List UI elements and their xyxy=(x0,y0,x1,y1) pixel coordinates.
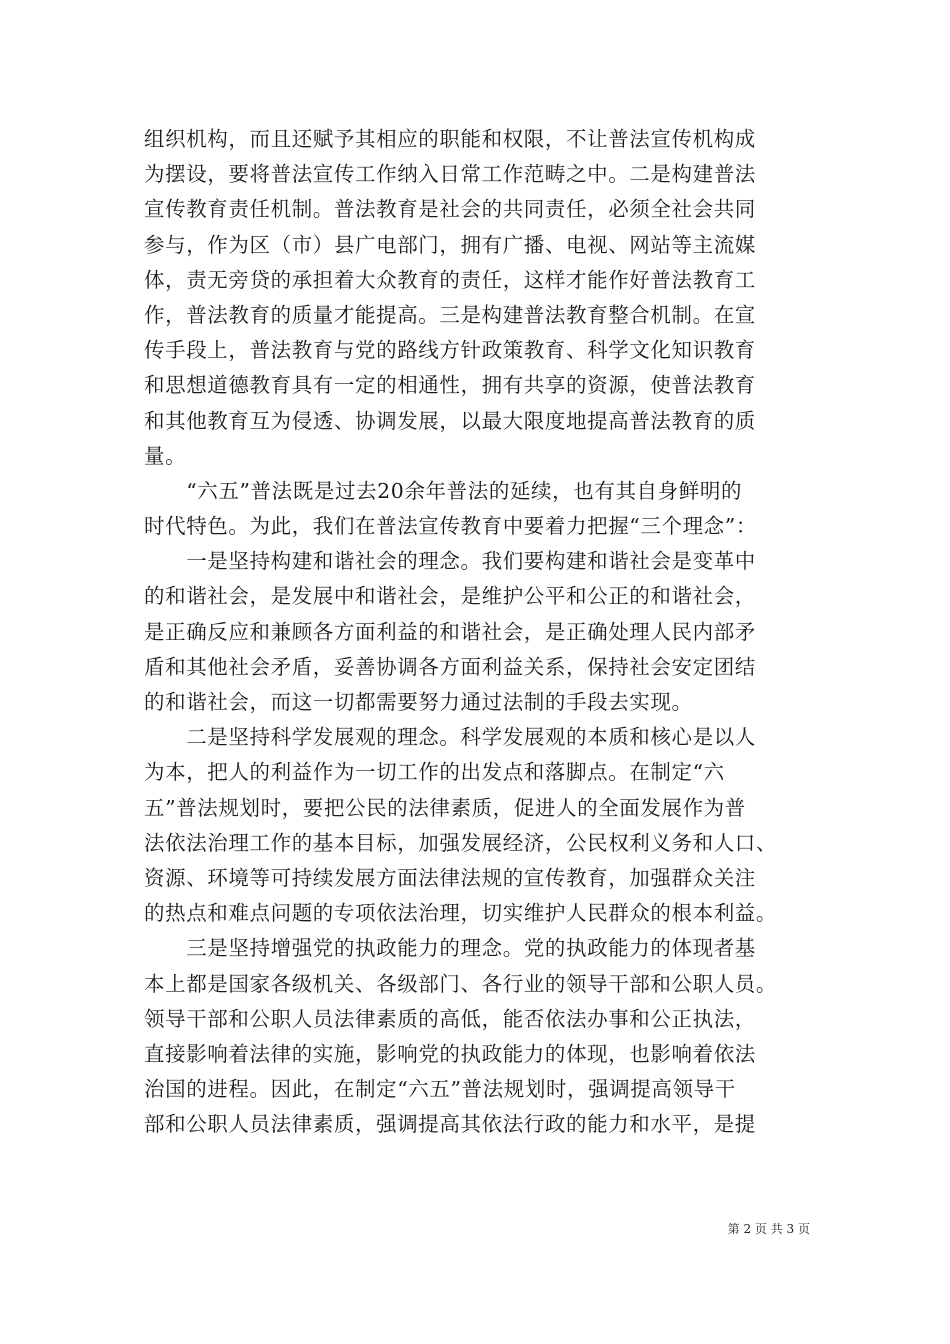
text-line: 的和谐社会，是发展中和谐社会，是维护公平和公正的和谐社会， xyxy=(144,584,756,609)
text-line: 直接影响着法律的实施，影响党的执政能力的体现，也影响着依法 xyxy=(144,1041,756,1066)
page-number: 第 2 页 共 3 页 xyxy=(727,1222,810,1236)
text-line: 为本，把人的利益作为一切工作的出发点和落脚点。在制定“六 xyxy=(144,760,725,785)
text-line: 为摆设，要将普法宣传工作纳入日常工作范畴之中。二是构建普法 xyxy=(144,162,756,187)
text-line: 盾和其他社会矛盾，妥善协调各方面利益关系，保持社会安定团结 xyxy=(144,654,756,679)
text-line: “六五”普法既是过去20余年普法的延续，也有其自身鲜明的 xyxy=(144,478,743,503)
text-line: 传手段上，普法教育与党的路线方针政策教育、科学文化知识教育 xyxy=(144,338,756,363)
document-body xyxy=(144,122,808,1142)
text-line: 二是坚持科学发展观的理念。科学发展观的本质和核心是以人 xyxy=(144,725,756,750)
text-line: 治国的进程。因此，在制定“六五”普法规划时，强调提高领导干 xyxy=(144,1077,736,1102)
text-line: 五”普法规划时，要把公民的法律素质，促进人的全面发展作为普 xyxy=(144,795,746,820)
text-line: 领导干部和公职人员法律素质的高低，能否依法办事和公正执法， xyxy=(144,1006,756,1031)
text-line: 时代特色。为此，我们在普法宣传教育中要着力把握“三个理念”： xyxy=(144,514,757,539)
text-line: 部和公职人员法律素质，强调提高其依法行政的能力和水平，是提 xyxy=(144,1112,756,1137)
text-line: 量。 xyxy=(144,443,187,468)
text-line: 法依法治理工作的基本目标，加强发展经济，公民权利义务和人口、 xyxy=(144,830,777,855)
text-line: 和思想道德教育具有一定的相通性，拥有共享的资源，使普法教育 xyxy=(144,373,756,398)
text-line: 参与，作为区（市）县广电部门，拥有广播、电视、网站等主流媒 xyxy=(144,232,756,257)
text-line: 宣传教育责任机制。普法教育是社会的共同责任，必须全社会共同 xyxy=(144,197,756,222)
text-line: 作，普法教育的质量才能提高。三是构建普法教育整合机制。在宣 xyxy=(144,302,756,327)
text-line: 资源、环境等可持续发展方面法律法规的宣传教育，加强群众关注 xyxy=(144,865,756,890)
text-line: 和其他教育互为侵透、协调发展，以最大限度地提高普法教育的质 xyxy=(144,408,756,433)
text-line: 一是坚持构建和谐社会的理念。我们要构建和谐社会是变革中 xyxy=(144,549,756,574)
text-line: 本上都是国家各级机关、各级部门、各行业的领导干部和公职人员。 xyxy=(144,971,777,996)
text-line: 的热点和难点问题的专项依法治理，切实维护人民群众的根本利益。 xyxy=(144,901,777,926)
text-line: 的和谐社会，而这一切都需要努力通过法制的手段去实现。 xyxy=(144,690,693,714)
text-line: 是正确反应和兼顾各方面利益的和谐社会，是正确处理人民内部矛 xyxy=(144,619,756,644)
text-line: 组织机构，而且还赋予其相应的职能和权限，不让普法宣传机构成 xyxy=(144,127,756,151)
text-line: 体，责无旁贷的承担着大众教育的责任，这样才能作好普法教育工 xyxy=(144,267,756,292)
text-line: 三是坚持增强党的执政能力的理念。党的执政能力的体现者基 xyxy=(144,936,756,961)
